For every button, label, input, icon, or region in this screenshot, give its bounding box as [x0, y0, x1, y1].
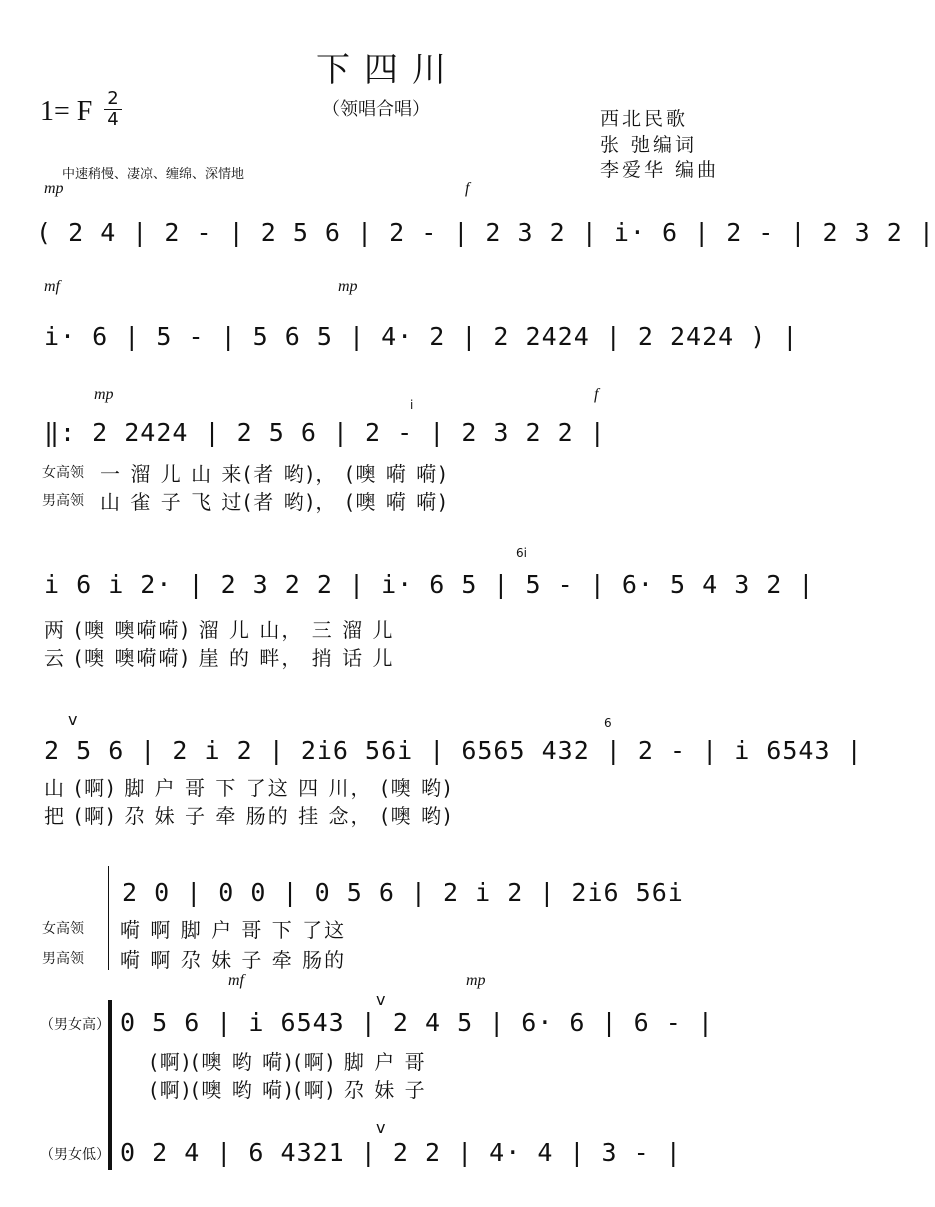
role-label: 男高领 [42, 493, 84, 509]
dynamic-mark: f [594, 386, 599, 403]
system-bracket [108, 866, 109, 970]
time-bottom: 4 [107, 109, 119, 130]
notation-line: i 6 i 2· | 2 3 2 2 | i· 6 5 | 5 - | 6· 5 4 3 2 | [44, 570, 815, 599]
page-title: 下四川 [316, 50, 460, 90]
voice-label: （男女低） [40, 1147, 110, 1163]
subtitle: （领唱合唱） [322, 99, 430, 120]
lyric-line: 嗬 啊 脚 户 哥 下 了这 [120, 918, 347, 942]
lyric-line: 嗬 啊 尕 妹 子 牵 肠的 [120, 948, 347, 972]
notation-line: 0 2 4 | 6 4321 | 2 2 | 4· 4 | 3 - | [120, 1138, 682, 1167]
breath-mark: v [68, 710, 78, 729]
dynamic-mark: mp [338, 278, 358, 295]
lyric-line: 山 (啊) 脚 户 哥 下 了这 四 川， (噢 哟) [44, 776, 453, 800]
grace-note: 6i [516, 546, 527, 560]
lyric-line: (啊)(噢 哟 嗬)(啊) 尕 妹 子 [150, 1078, 427, 1102]
time-signature [103, 90, 123, 129]
dynamic-mark: mp [94, 386, 114, 403]
dynamic-mark: f [465, 180, 470, 197]
dynamic-mark: mp [466, 972, 486, 989]
notation-line: ‖: 2 2424 | 2 5 6 | 2 - | 2 3 2 2 | [44, 418, 606, 447]
lyric-line: 云 (噢 噢嗬嗬) 崖 的 畔， 捎 话 儿 [44, 646, 395, 670]
dynamic-mark: mp [44, 180, 64, 197]
tempo-marking: 中速稍慢、凄凉、缠绵、深情地 [62, 167, 245, 182]
role-label: 女高领 [42, 465, 84, 481]
time-top: 2 [107, 88, 119, 109]
voice-label: （男女高） [40, 1017, 110, 1033]
role-label: 女高领 [42, 921, 84, 937]
lyric-line: 两 (噢 噢嗬嗬) 溜 儿 山， 三 溜 儿 [44, 618, 395, 642]
dynamic-mark: mf [44, 278, 60, 295]
role-label: 男高领 [42, 951, 84, 967]
dynamic-mark: mf [228, 972, 244, 989]
notation-line: ( 2 4 | 2 - | 2 5 6 | 2 - | 2 3 2 | i· 6 | 2 - | 2 3 2 | [36, 218, 935, 247]
notation-line: 2 0 | 0 0 | 0 5 6 | 2 i 2 | 2i6 56i [122, 878, 684, 907]
notation-line: 0 5 6 | i 6543 | 2 4 5 | 6· 6 | 6 - | [120, 1008, 714, 1037]
lyric-line: 把 (啊) 尕 妹 子 牵 肠的 挂 念， (噢 哟) [44, 804, 453, 828]
grace-note: i [410, 398, 414, 412]
lyric-line: 一 溜 儿 山 来(者 哟)， (噢 嗬 嗬) [100, 462, 449, 486]
credit-arranger: 李爱华 编曲 [600, 159, 720, 181]
notation-line: 2 5 6 | 2 i 2 | 2i6 56i | 6565 432 | 2 - | i 6543 | [44, 736, 863, 765]
grace-note: 6 [604, 716, 612, 730]
credit-lyricist: 张 弛编词 [600, 134, 698, 156]
key-signature: 1= F [40, 96, 93, 127]
notation-line: i· 6 | 5 - | 5 6 5 | 4· 2 | 2 2424 | 2 2424 ) | [44, 322, 799, 351]
lyric-line: 山 雀 子 飞 过(者 哟)， (噢 嗬 嗬) [100, 490, 449, 514]
lyric-line: (啊)(噢 哟 嗬)(啊) 脚 户 哥 [150, 1050, 427, 1074]
breath-mark: v [376, 990, 386, 1009]
credit-origin: 西北民歌 [600, 108, 689, 130]
breath-mark: v [376, 1118, 386, 1137]
